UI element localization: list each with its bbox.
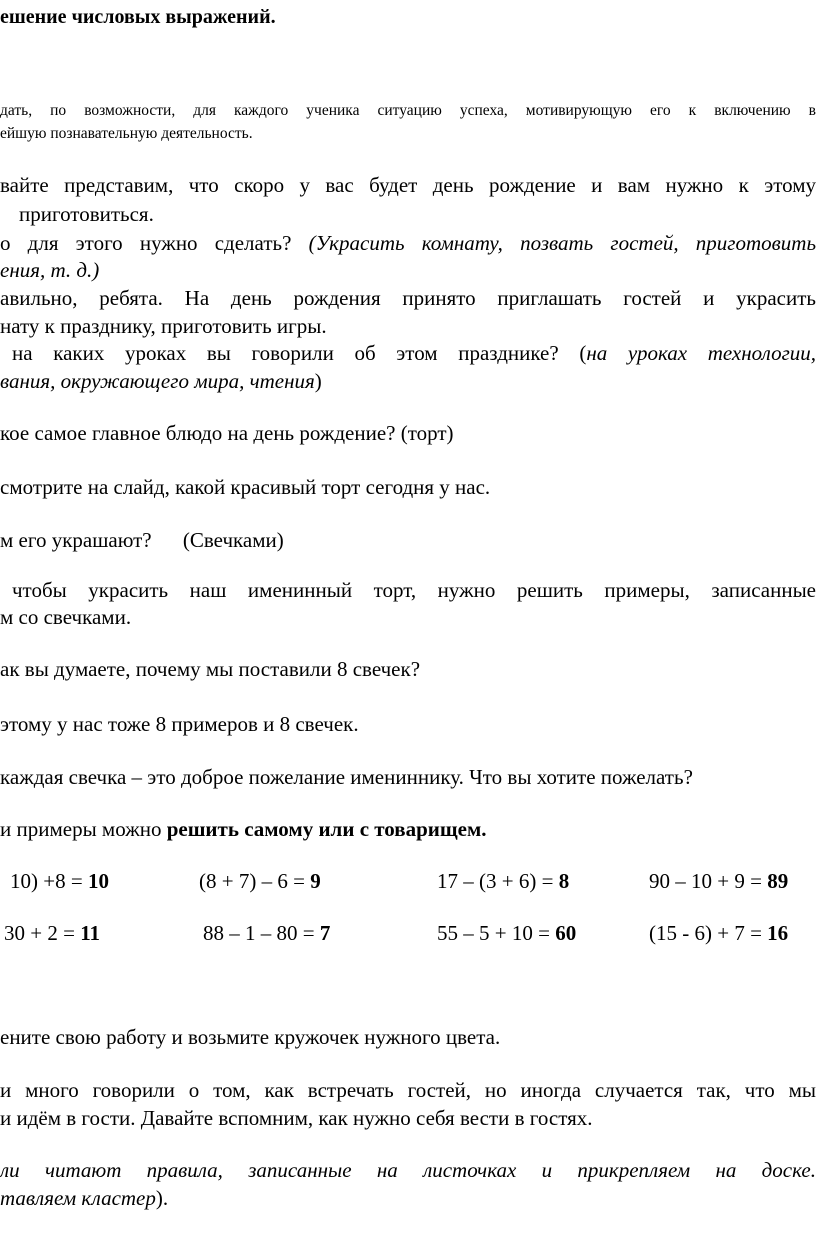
example-4: 90 – 10 + 9 = 89 [649, 869, 789, 893]
example-6-answer: 7 [319, 921, 331, 945]
example-7-answer: 60 [555, 921, 577, 945]
paragraph-15-line-2: тавляем кластер). [0, 1186, 169, 1210]
example-8-answer: 16 [767, 921, 789, 945]
example-5-answer: 11 [80, 921, 101, 945]
paragraph-14-line-2: и идём в гости. Давайте вспомним, как нужно себя вести в гостях. [0, 1106, 593, 1130]
paragraph-4-line-2: вания, окружающего мира, чтения) [0, 369, 322, 393]
example-2-answer: 9 [310, 869, 321, 893]
paragraph-2-answer: (Украсить комнату, позвать гостей, приготовить [308, 231, 816, 255]
example-1-answer: 10 [87, 869, 109, 893]
paragraph-12-emphasis: решить самому или с товарищем. [166, 817, 487, 841]
heading-text: ешение числовых выражений. [0, 6, 276, 28]
goal-line-1: дать, по возможности, для каждого ученика ситуацию успеха, мотивирующую его к включению в [0, 102, 816, 119]
paragraph-7: м его украшают? (Свечками) [0, 528, 284, 552]
goal-line-2: ейшую познавательную деятельность. [0, 125, 253, 142]
paragraph-6: смотрите на слайд, какой красивый торт сегодня у нас. [0, 475, 491, 499]
example-3-answer: 8 [558, 869, 570, 893]
paragraph-13: ените свою работу и возьмите кружочек нужного цвета. [0, 1025, 501, 1049]
paragraph-1-line-2: приготовиться. [19, 202, 154, 226]
paragraph-5: кое самое главное блюдо на день рождение? (торт) [0, 421, 454, 445]
paragraph-10: этому у нас тоже 8 примеров и 8 свечек. [0, 712, 359, 736]
paragraph-8-line-1: чтобы украсить наш именинный торт, нужно решить примеры, записанные [12, 578, 816, 602]
document-heading [0, 4, 276, 30]
paragraph-3-line-2: нату к празднику, приготовить игры. [0, 314, 327, 338]
paragraph-2-line-1: о для этого нужно сделать? (Украсить комнату, позвать гостей, приготовить [0, 231, 816, 255]
paragraph-14-line-1: и много говорили о том, как встречать гостей, но иногда случается так, что мы [0, 1078, 816, 1102]
paragraph-2-line-2: ения, т. д.) [0, 258, 100, 282]
example-1: 10) +8 = 10 [10, 869, 109, 893]
paragraph-12: и примеры можно решить самому или с товарищем. [0, 817, 487, 841]
paragraph-9: ак вы думаете, почему мы поставили 8 свечек? [0, 657, 421, 681]
example-7: 55 – 5 + 10 = 60 [437, 921, 577, 945]
example-2: (8 + 7) – 6 = 9 [199, 869, 321, 893]
paragraph-15-line-1: ли читают правила, записанные на листочках и прикрепляем на доске. [0, 1158, 816, 1182]
example-8: (15 - 6) + 7 = 16 [649, 921, 789, 945]
paragraph-1-line-1: вайте представим, что скоро у вас будет день рождение и вам нужно к этому [0, 173, 816, 197]
paragraph-11: каждая свечка – это доброе пожелание имениннику. Что вы хотите пожелать? [0, 765, 693, 789]
paragraph-7-answer: (Свечками) [182, 528, 284, 552]
paragraph-8-line-2: м со свечками. [0, 605, 132, 629]
example-3: 17 – (3 + 6) = 8 [437, 869, 570, 893]
paragraph-4-line-1: на каких уроках вы говорили об этом празднике? (на уроках технологии, [12, 341, 816, 365]
example-6: 88 – 1 – 80 = 7 [203, 921, 331, 945]
paragraph-3-line-1: авильно, ребята. На день рождения принято приглашать гостей и украсить [0, 286, 816, 310]
example-5: 30 + 2 = 11 [4, 921, 101, 945]
example-4-answer: 89 [767, 869, 789, 893]
